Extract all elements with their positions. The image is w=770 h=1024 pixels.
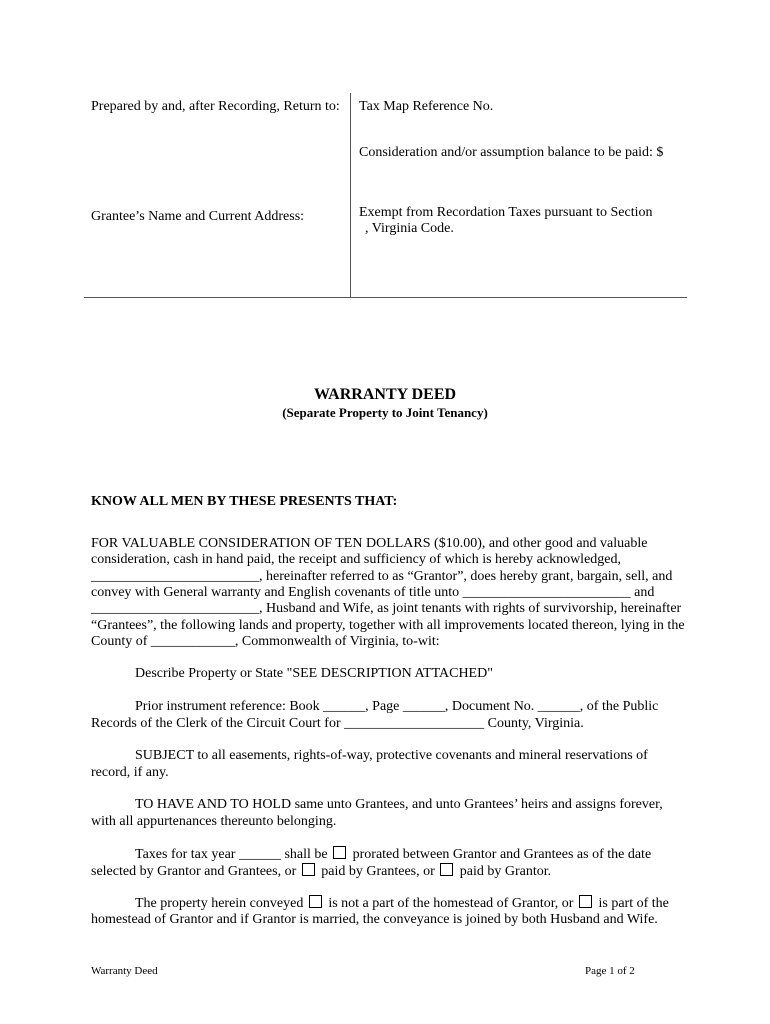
taxes-line-2 xyxy=(91,863,551,880)
prior-reference-line-2: Records of the Clerk of the Circuit Court for ____________________ County, Virginia. xyxy=(91,716,584,731)
taxes-line-1 xyxy=(135,846,651,863)
prorated-checkbox[interactable] xyxy=(333,846,346,859)
consideration-line-1: FOR VALUABLE CONSIDERATION OF TEN DOLLARS ($10.00), and other good and valuable xyxy=(91,536,648,551)
header-divider-horizontal xyxy=(84,297,687,298)
homestead-line-2: homestead of Grantor and if Grantor is married, the conveyance is joined by both Husband and Wife. xyxy=(91,912,658,927)
consideration-line-2: consideration, cash in hand paid, the receipt and sufficiency of which is hereby acknowledged, xyxy=(91,552,622,567)
consideration-line-7: County of ____________, Commonwealth of Virginia, to-wit: xyxy=(91,634,440,649)
taxes-text-a: Taxes for tax year ______ shall be xyxy=(135,847,328,862)
subject-line-2: record, if any. xyxy=(91,765,169,780)
prior-reference-line-1: Prior instrument reference: Book ______, Page ______, Document No. ______, of the Public xyxy=(135,699,659,714)
know-all-heading: KNOW ALL MEN BY THESE PRESENTS THAT: xyxy=(91,494,398,509)
paid-by-grantees-checkbox[interactable] xyxy=(302,863,315,876)
describe-property-line: Describe Property or State "SEE DESCRIPTION ATTACHED" xyxy=(135,666,493,681)
page-subtitle: (Separate Property to Joint Tenancy) xyxy=(282,405,488,420)
footer-page-number: Page 1 of 2 xyxy=(585,965,635,977)
is-homestead-checkbox[interactable] xyxy=(579,895,592,908)
homestead-line-1 xyxy=(135,895,669,912)
tax-map-label: Tax Map Reference No. xyxy=(359,99,494,114)
paid-by-grantor-checkbox[interactable] xyxy=(440,863,453,876)
prepared-by-label: Prepared by and, after Recording, Return to: xyxy=(91,99,340,114)
footer-title: Warranty Deed xyxy=(91,965,158,977)
taxes-text-d: paid by Grantees, or xyxy=(321,864,435,879)
have-hold-line-1: TO HAVE AND TO HOLD same unto Grantees, and unto Grantees’ heirs and assigns forever, xyxy=(135,797,663,812)
taxes-text-b: prorated between Grantor and Grantees as of the date xyxy=(352,847,652,862)
consideration-line-5: ________________________, Husband and Wife, as joint tenants with rights of survivorship, hereinafter xyxy=(91,601,682,616)
consideration-label: Consideration and/or assumption balance to be paid: $ xyxy=(359,145,664,160)
header-divider-vertical xyxy=(350,93,351,298)
taxes-text-e: paid by Grantor. xyxy=(459,864,552,879)
exempt-line-1: Exempt from Recordation Taxes pursuant to Section xyxy=(359,205,653,220)
taxes-text-c: selected by Grantor and Grantees, or xyxy=(91,864,297,879)
homestead-text-c: is part of the xyxy=(598,896,669,911)
consideration-line-6: “Grantees”, the following lands and property, together with all improvements located thereon, lying in the xyxy=(91,618,685,633)
not-homestead-checkbox[interactable] xyxy=(309,895,322,908)
exempt-line-2: , Virginia Code. xyxy=(365,221,454,236)
consideration-line-4: convey with General warranty and English covenants of title unto ________________________ and xyxy=(91,585,655,600)
page-title: WARRANTY DEED xyxy=(313,386,457,403)
homestead-text-a: The property herein conveyed xyxy=(135,896,304,911)
consideration-line-3: ________________________, hereinafter referred to as “Grantor”, does hereby grant, bargain, sell, and xyxy=(91,569,673,584)
subject-line-1: SUBJECT to all easements, rights-of-way, protective covenants and mineral reservations of xyxy=(135,748,648,763)
have-hold-line-2: with all appurtenances thereunto belonging. xyxy=(91,814,337,829)
homestead-text-b: is not a part of the homestead of Grantor, or xyxy=(328,896,574,911)
grantee-label: Grantee’s Name and Current Address: xyxy=(91,209,305,224)
